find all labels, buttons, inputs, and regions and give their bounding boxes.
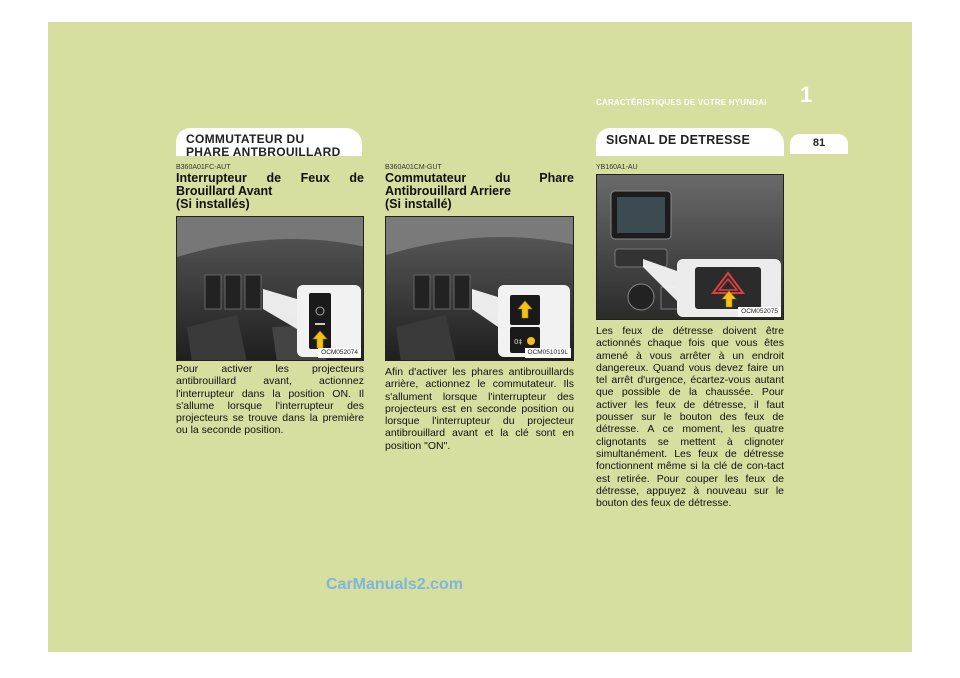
- rear-fog-switch-photo: [385, 216, 574, 361]
- image-reference: OCM051019L: [525, 348, 571, 358]
- body-text: Afin d'activer les phares antibrouillards arrière, actionnez le commutateur. Ils s'allument lorsque l'interrupteur des projecteurs est en seconde position ou lorsque l'interrupteur du projecteur antibrouillard avant et la clé sont en position "ON".: [385, 366, 574, 452]
- title-line: Commutateur du Phare: [385, 171, 574, 185]
- section-code: B360A01CM-GUT: [385, 164, 442, 171]
- body-text: Les feux de détresse doivent être actionnés chaque fois que vous êtes amené à vous arrêter à un endroit dangereux. Quand vous devez faire un tel arrêt d'urgence, écartez-vous autant que possible de la chaussée. Pour activer les feux de détresse, il faut pousser sur le bouton des feux de détresse. A ce moment, les quatre clignotants se mettent à clignoter simultanément. Les feux de détresse fonctionnent même si la clé de con-tact est retirée. Pour couper les feux de détresse, appuyez à nouveau sur le bouton des feux de détresse.: [596, 325, 784, 510]
- title-line: Interrupteur de Feux de: [176, 171, 364, 185]
- body-text: Pour activer les projecteurs antibrouillard avant, actionnez l'interrupteur dans la position ON. Il s'allume lorsque l'interrupteur des projecteurs se trouve dans la première ou la seconde position.: [176, 363, 364, 437]
- hazard-button-photo: [596, 174, 784, 320]
- subsection-title: [385, 172, 574, 211]
- watermark-link[interactable]: CarManuals2.com: [326, 576, 463, 593]
- svg-text:0‡: 0‡: [514, 338, 522, 346]
- section-code: YB160A1-AU: [596, 164, 638, 171]
- page-number: 81: [812, 137, 826, 149]
- subsection-title: [176, 172, 364, 211]
- title-line: Antibrouillard Arriere: [385, 184, 511, 198]
- title-line: (Si installés): [176, 197, 250, 211]
- title-line: Brouillard Avant: [176, 184, 273, 198]
- chapter-number: 1: [800, 82, 813, 107]
- section-code: B360A01FC-AUT: [176, 164, 231, 171]
- title-line: (Si installé): [385, 197, 452, 211]
- section-tab-title: SIGNAL DE DETRESSE: [606, 133, 751, 147]
- image-reference: OCM052074: [318, 348, 361, 358]
- front-fog-switch-photo: [176, 216, 364, 361]
- image-reference: OCM052075: [738, 307, 781, 317]
- section-tab-title-line2: PHARE ANTBROUILLARD: [186, 145, 341, 159]
- section-tab-title-line1: COMMUTATEUR DU: [186, 132, 305, 146]
- chapter-title: CARACTÉRISTIQUES DE VOTRE HYUNDAI: [596, 98, 767, 107]
